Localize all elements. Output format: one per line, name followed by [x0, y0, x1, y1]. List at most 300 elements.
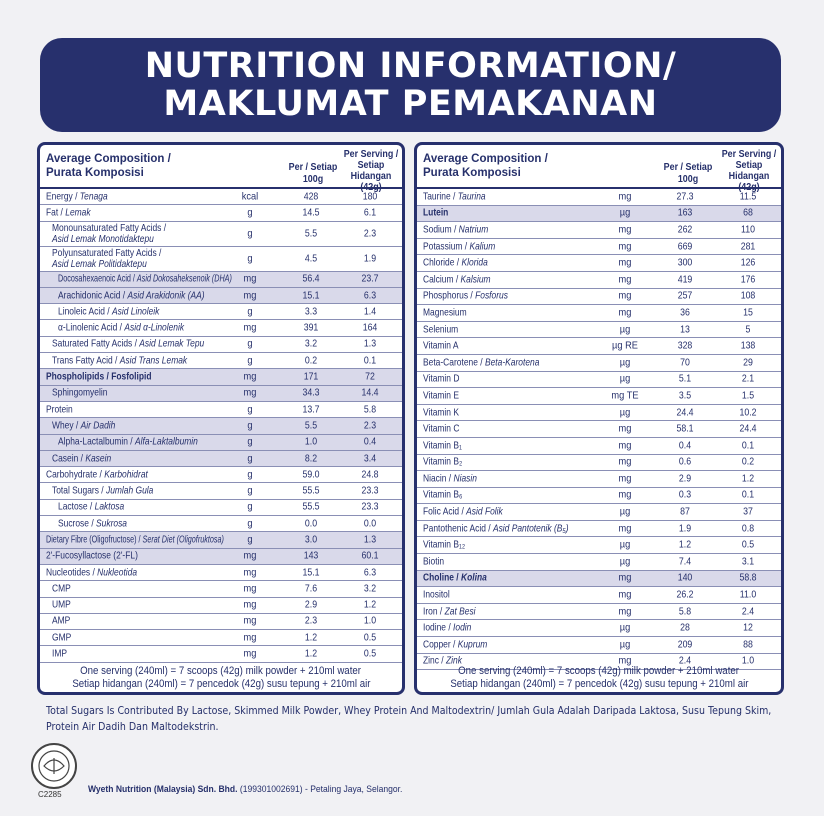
nutrient-name: Magnesium: [423, 307, 467, 319]
value-per-serving: 0.1: [741, 440, 755, 452]
value-per-serving: 180: [362, 191, 378, 203]
table-row: [417, 322, 781, 339]
table-row: [417, 421, 781, 438]
per-100g-header: Per / Setiap 100g: [663, 161, 713, 185]
value-per-100g: 1.9: [678, 523, 692, 535]
table-row: [417, 471, 781, 488]
value-per-serving: 3.1: [741, 556, 755, 568]
value-per-serving: 1.3: [363, 534, 377, 546]
seal-code: C2285: [38, 790, 62, 799]
company-place: - Petaling Jaya, Selangor.: [302, 784, 403, 795]
nutrient-unit: mg: [618, 241, 632, 253]
value-per-100g: 59.0: [302, 469, 320, 481]
table-row: [40, 320, 402, 336]
value-per-serving: 0.5: [363, 648, 377, 660]
title-banner: [40, 38, 781, 132]
halal-seal-icon: [30, 742, 78, 790]
table-row: [40, 565, 402, 581]
table-row: [417, 571, 781, 588]
value-per-serving: 126: [740, 257, 756, 269]
nutrient-unit: g: [247, 534, 253, 546]
left-rows: [40, 189, 402, 663]
value-per-serving: 1.0: [741, 655, 755, 667]
value-per-100g: 419: [677, 274, 693, 286]
nutrient-unit: µg: [619, 639, 631, 651]
table-row: [40, 598, 402, 614]
table-row: [40, 516, 402, 532]
nutrient-unit: g: [247, 485, 253, 497]
nutrient-unit: mg: [618, 274, 632, 286]
nutrient-name: Copper / Kuprum: [423, 639, 488, 651]
value-per-100g: 428: [303, 191, 319, 203]
value-per-100g: 163: [677, 207, 693, 219]
value-per-serving: 0.4: [363, 436, 377, 448]
value-per-serving: 0.1: [741, 489, 755, 501]
value-per-100g: 171: [303, 371, 319, 383]
nutrient-name: Sphingomyelin: [52, 387, 108, 399]
table-row: [40, 353, 402, 369]
table-row: [417, 620, 781, 637]
value-per-100g: 5.8: [678, 606, 692, 618]
table-row: [417, 338, 781, 355]
nutrient-name: Trans Fatty Acid / Asid Trans Lemak: [52, 355, 188, 367]
nutrient-name: Iron / Zat Besi: [423, 606, 476, 618]
value-per-serving: 5.8: [363, 404, 377, 416]
nutrient-name: Inositol: [423, 589, 450, 601]
nutrient-name: UMP: [52, 599, 71, 611]
nutrient-name: Folic Acid / Asid Folik: [423, 506, 503, 518]
nutrient-name: Calcium / Kalsium: [423, 274, 491, 286]
nutrient-unit: mg: [243, 615, 257, 627]
nutrient-unit: mg: [243, 387, 257, 399]
table-row: [40, 418, 402, 434]
value-per-serving: 138: [740, 340, 756, 352]
nutrient-unit: g: [247, 207, 253, 219]
nutrient-name: Zinc / Zink: [423, 655, 462, 667]
value-per-100g: 391: [303, 322, 319, 334]
value-per-serving: 0.8: [741, 523, 755, 535]
nutrient-unit: mg: [243, 632, 257, 644]
nutrient-name: Vitamin A: [423, 340, 459, 352]
serving-note: One serving (240ml) = 7 scoops (42g) milk powder + 210ml water Setiap hidangan (240ml) = 7 pencedok (42g) susu tepung + 210ml air: [71, 665, 371, 690]
value-per-serving: 6.3: [363, 567, 377, 579]
nutrient-name: Sodium / Natrium: [423, 224, 489, 236]
table-row: [40, 304, 402, 320]
value-per-100g: 1.2: [678, 539, 692, 551]
nutrient-name: Vitamin E: [423, 390, 459, 402]
nutrient-name: Taurine / Taurina: [423, 191, 486, 203]
nutrient-unit: mg: [618, 606, 632, 618]
table-row: [417, 189, 781, 206]
company-name: Wyeth Nutrition (Malaysia) Sdn. Bhd.: [88, 784, 238, 795]
nutrient-name: Nucleotides / Nukleotida: [46, 567, 138, 579]
value-per-serving: 88: [743, 639, 753, 651]
value-per-serving: 23.7: [361, 273, 379, 285]
nutrient-name: α-Linolenic Acid / Asid α-Linolenik: [58, 322, 185, 334]
value-per-100g: 55.5: [302, 485, 320, 497]
table-row: [40, 369, 402, 385]
value-per-serving: 58.8: [739, 572, 757, 584]
nutrient-unit: g: [247, 253, 253, 265]
table-row: [417, 438, 781, 455]
value-per-serving: 72: [365, 371, 375, 383]
value-per-100g: 0.0: [304, 518, 318, 530]
nutrient-name: Vitamin B₁₂: [423, 539, 466, 551]
nutrient-name: Phospholipids / Fosfolipid: [46, 371, 152, 383]
value-per-serving: 1.4: [363, 306, 377, 318]
value-per-100g: 15.1: [302, 567, 320, 579]
value-per-100g: 55.5: [302, 501, 320, 513]
table-row: [40, 272, 402, 288]
value-per-100g: 669: [677, 241, 693, 253]
value-per-serving: 2.1: [741, 373, 755, 385]
table-row: [40, 288, 402, 304]
nutrient-unit: mg: [618, 523, 632, 535]
value-per-100g: 2.3: [304, 615, 318, 627]
value-per-serving: 12: [743, 622, 753, 634]
value-per-100g: 24.4: [676, 407, 694, 419]
value-per-100g: 34.3: [302, 387, 320, 399]
value-per-100g: 7.6: [304, 583, 318, 595]
value-per-100g: 13: [680, 324, 690, 336]
nutrient-unit: µg: [619, 357, 631, 369]
nutrient-unit: mg: [243, 290, 257, 302]
value-per-serving: 1.2: [363, 599, 377, 611]
value-per-serving: 29: [743, 357, 753, 369]
nutrient-name: IMP: [52, 648, 68, 660]
nutrient-unit: mg: [618, 473, 632, 485]
value-per-serving: 6.3: [363, 290, 377, 302]
nutrient-name: Alpha-Lactalbumin / Alfa-Laktalbumin: [58, 436, 198, 448]
nutrient-unit: mg: [243, 273, 257, 285]
nutrient-unit: mg: [243, 567, 257, 579]
nutrient-name: Vitamin C: [423, 423, 460, 435]
value-per-100g: 2.9: [304, 599, 318, 611]
nutrient-name: Selenium: [423, 324, 459, 336]
nutrient-name: Monounsaturated Fatty Acids / Asid Lemak Monotidaktepu: [52, 222, 167, 245]
nutrient-name: Total Sugars / Jumlah Gula: [52, 485, 154, 497]
nutrient-name: Fat / Lemak: [46, 207, 91, 219]
nutrient-unit: g: [247, 453, 253, 464]
table-row: [40, 549, 402, 565]
nutrient-name: Carbohydrate / Karbohidrat: [46, 469, 148, 481]
value-per-serving: 23.3: [361, 501, 379, 513]
nutrient-name: Lutein: [423, 207, 449, 219]
value-per-100g: 0.3: [678, 489, 692, 501]
table-header: [40, 145, 402, 193]
value-per-serving: 1.9: [363, 253, 377, 265]
value-per-serving: 0.2: [741, 456, 755, 468]
value-per-100g: 2.4: [678, 655, 692, 667]
table-row: [417, 372, 781, 389]
table-row: [40, 451, 402, 467]
table-row: [40, 222, 402, 247]
value-per-serving: 24.8: [361, 469, 379, 481]
nutrient-name: Pantothenic Acid / Asid Pantotenik (B₅): [423, 523, 569, 535]
nutrient-name: Beta-Carotene / Beta-Karotena: [423, 357, 540, 369]
nutrient-unit: mg: [243, 583, 257, 595]
value-per-100g: 3.2: [304, 338, 318, 350]
value-per-100g: 0.6: [678, 456, 692, 468]
nutrient-unit: µg: [619, 506, 631, 518]
nutrient-name: Arachidonic Acid / Asid Arakidonik (AA): [58, 290, 205, 302]
value-per-100g: 28: [680, 622, 690, 634]
nutrient-unit: µg: [619, 407, 631, 419]
value-per-serving: 11.5: [739, 191, 757, 203]
nutrient-unit: g: [247, 501, 253, 513]
nutrient-name: Lactose / Laktosa: [58, 501, 125, 513]
table-row: [417, 488, 781, 505]
nutrient-name: Dietary Fibre (Oligofructose) / Serat Diet (Oligofruktosa): [46, 534, 224, 546]
title-line-1: NUTRITION INFORMATION/: [144, 46, 677, 86]
nutrient-unit: kcal: [241, 191, 259, 203]
value-per-serving: 108: [740, 290, 756, 302]
table-row: [40, 630, 402, 646]
value-per-serving: 23.3: [361, 485, 379, 497]
nutrient-unit: mg: [618, 224, 632, 236]
value-per-100g: 262: [677, 224, 693, 236]
nutrient-unit: g: [247, 518, 253, 530]
value-per-100g: 4.5: [304, 253, 318, 265]
value-per-serving: 176: [740, 274, 756, 286]
value-per-100g: 27.3: [676, 191, 694, 203]
table-row: [40, 614, 402, 630]
nutrient-unit: mg: [618, 191, 632, 203]
value-per-100g: 3.0: [304, 534, 318, 546]
value-per-serving: 164: [362, 322, 378, 334]
table-row: [40, 189, 402, 205]
table-row: [40, 483, 402, 499]
nutrient-name: Vitamin B₁: [423, 440, 462, 452]
table-row: [40, 435, 402, 451]
table-row: [417, 504, 781, 521]
value-per-100g: 0.2: [304, 355, 318, 367]
per-serving-header: Per Serving / Setiap Hidangan (42g): [721, 148, 777, 193]
table-row: [417, 587, 781, 604]
table-row: [40, 247, 402, 272]
value-per-100g: 328: [677, 340, 693, 352]
value-per-serving: 5: [745, 324, 751, 336]
table-row: [417, 272, 781, 289]
nutrient-unit: mg: [618, 572, 632, 584]
nutrient-name: Chloride / Klorida: [423, 257, 488, 269]
value-per-serving: 0.1: [363, 355, 377, 367]
nutrient-unit: µg: [619, 373, 631, 385]
nutrient-unit: mg TE: [611, 390, 639, 402]
table-row: [40, 402, 402, 418]
nutrient-unit: mg: [243, 599, 257, 611]
left-nutrition-table: [37, 142, 405, 695]
nutrient-unit: µg: [619, 324, 631, 336]
value-per-100g: 70: [680, 357, 690, 369]
nutrient-unit: mg: [243, 550, 257, 562]
nutrient-name: Protein: [46, 404, 73, 416]
table-row: [40, 386, 402, 402]
table-row: [417, 388, 781, 405]
table-row: [40, 467, 402, 483]
table-row: [40, 581, 402, 597]
nutrient-unit: g: [247, 338, 253, 350]
value-per-100g: 300: [677, 257, 693, 269]
nutrient-name: 2'-Fucosyllactose (2'-FL): [46, 550, 138, 562]
value-per-100g: 1.0: [304, 436, 318, 448]
value-per-100g: 209: [677, 639, 693, 651]
nutrient-unit: g: [247, 436, 253, 448]
nutrient-unit: mg: [618, 423, 632, 435]
per-100g-header: Per / Setiap 100g: [288, 161, 338, 185]
value-per-100g: 1.2: [304, 648, 318, 660]
table-row: [40, 500, 402, 516]
value-per-100g: 87: [680, 506, 690, 518]
value-per-serving: 1.3: [363, 338, 377, 350]
table-row: [417, 604, 781, 621]
nutrient-unit: µg RE: [612, 340, 638, 352]
nutrient-name: Polyunsaturated Fatty Acids / Asid Lemak Politidaktepu: [52, 247, 162, 270]
nutrient-name: Biotin: [423, 556, 445, 568]
nutrient-unit: mg: [618, 307, 632, 319]
nutrient-name: Saturated Fatty Acids / Asid Lemak Tepu: [52, 338, 205, 350]
nutrient-unit: g: [247, 469, 253, 481]
table-row: [417, 222, 781, 239]
serving-note: One serving (240ml) = 7 scoops (42g) milk powder + 210ml water Setiap hidangan (240ml) = 7 pencedok (42g) susu tepung + 210ml air: [449, 665, 749, 690]
value-per-100g: 257: [677, 290, 693, 302]
nutrient-name: GMP: [52, 632, 72, 644]
nutrient-unit: g: [247, 355, 253, 367]
value-per-serving: 68: [743, 207, 753, 219]
title-line-2: MAKLUMAT PEMAKANAN: [163, 84, 658, 124]
value-per-100g: 58.1: [676, 423, 694, 435]
value-per-100g: 0.4: [678, 440, 692, 452]
value-per-serving: 1.0: [363, 615, 377, 627]
table-row: [40, 337, 402, 353]
company-reg: (199301002691): [237, 784, 303, 795]
nutrient-unit: g: [247, 404, 253, 416]
nutrient-unit: mg: [618, 440, 632, 452]
value-per-serving: 6.1: [363, 207, 377, 219]
table-row: [40, 646, 402, 662]
value-per-serving: 110: [741, 224, 755, 236]
sugar-footnote: Total Sugars Is Contributed By Lactose, Skimmed Milk Powder, Whey Protein And Maltodextrin/ Jumlah Gula Adalah Daripada Laktosa, Susu Tepung Skim, Protein Air Dadih Dan Maltodekstrin.: [46, 704, 772, 733]
value-per-100g: 56.4: [302, 273, 320, 285]
nutrient-unit: mg: [243, 648, 257, 660]
nutrient-name: Choline / Kolina: [423, 572, 487, 584]
right-rows: [417, 189, 781, 670]
nutrient-unit: mg: [618, 655, 632, 667]
table-row: [417, 455, 781, 472]
value-per-100g: 1.2: [304, 632, 318, 644]
nutrient-name: Phosphorus / Fosforus: [423, 290, 508, 302]
nutrient-unit: µg: [619, 556, 631, 568]
nutrient-unit: mg: [243, 371, 257, 383]
value-per-100g: 14.5: [302, 207, 320, 219]
nutrient-unit: mg: [618, 489, 632, 501]
table-row: [417, 206, 781, 223]
value-per-100g: 3.3: [304, 306, 318, 318]
table-row: [40, 205, 402, 221]
table-row: [417, 537, 781, 554]
value-per-serving: 60.1: [361, 550, 379, 562]
table-row: [40, 532, 402, 548]
value-per-serving: 3.2: [363, 583, 377, 595]
nutrient-unit: mg: [618, 456, 632, 468]
nutrient-name: Vitamin D: [423, 373, 460, 385]
nutrient-name: Linoleic Acid / Asid Linoleik: [58, 306, 160, 318]
value-per-100g: 5.5: [304, 420, 318, 432]
value-per-100g: 3.5: [678, 390, 692, 402]
nutrient-name: Niacin / Niasin: [423, 473, 477, 485]
company-line: [88, 784, 402, 795]
value-per-serving: 281: [740, 241, 756, 253]
value-per-100g: 5.5: [304, 228, 318, 240]
composition-header: Average Composition / Purata Komposisi: [423, 153, 548, 179]
nutrient-name: Whey / Air Dadih: [52, 420, 116, 432]
nutrient-name: Sucrose / Sukrosa: [58, 518, 127, 530]
composition-header: Average Composition / Purata Komposisi: [46, 153, 171, 179]
value-per-100g: 13.7: [302, 404, 320, 416]
nutrient-name: Casein / Kasein: [52, 453, 112, 464]
nutrient-unit: µg: [619, 622, 631, 634]
right-nutrition-table: [414, 142, 784, 695]
value-per-100g: 15.1: [302, 290, 320, 302]
value-per-100g: 36: [680, 307, 690, 319]
nutrient-name: CMP: [52, 583, 71, 595]
value-per-100g: 143: [303, 550, 319, 562]
value-per-serving: 2.4: [741, 606, 755, 618]
value-per-100g: 140: [677, 572, 693, 584]
value-per-serving: 2.3: [363, 420, 377, 432]
table-row: [417, 405, 781, 422]
value-per-serving: 24.4: [739, 423, 757, 435]
value-per-serving: 14.4: [361, 387, 379, 399]
value-per-serving: 3.4: [363, 453, 377, 464]
nutrient-name: Vitamin B₂: [423, 456, 463, 468]
value-per-serving: 15: [743, 307, 753, 319]
table-row: [417, 255, 781, 272]
value-per-serving: 37: [743, 506, 753, 518]
nutrient-unit: mg: [618, 290, 632, 302]
value-per-100g: 7.4: [678, 556, 692, 568]
value-per-100g: 8.2: [304, 453, 318, 464]
nutrient-name: Vitamin K: [423, 407, 459, 419]
nutrient-unit: µg: [619, 539, 631, 551]
nutrient-unit: g: [247, 420, 253, 432]
table-row: [417, 554, 781, 571]
value-per-serving: 0.0: [363, 518, 377, 530]
table-row: [417, 305, 781, 322]
table-row: [417, 637, 781, 654]
nutrient-unit: g: [247, 228, 253, 240]
nutrient-unit: mg: [618, 257, 632, 269]
value-per-serving: 0.5: [363, 632, 377, 644]
per-serving-header: Per Serving / Setiap Hidangan (42g): [343, 148, 399, 193]
nutrient-unit: mg: [243, 322, 257, 334]
value-per-serving: 2.3: [363, 228, 377, 240]
table-header: [417, 145, 781, 193]
nutrient-unit: µg: [619, 207, 631, 219]
nutrient-name: Docosahexaenoic Acid / Asid Dokosaheksenoik (DHA): [58, 273, 232, 285]
value-per-100g: 2.9: [678, 473, 692, 485]
value-per-100g: 26.2: [676, 589, 694, 601]
nutrient-name: AMP: [52, 615, 71, 627]
table-row: [417, 239, 781, 256]
value-per-serving: 10.2: [739, 407, 757, 419]
table-row: [417, 521, 781, 538]
value-per-serving: 0.5: [741, 539, 755, 551]
nutrient-unit: g: [247, 306, 253, 318]
nutrient-name: Vitamin B₆: [423, 489, 463, 501]
nutrient-name: Energy / Tenaga: [46, 191, 108, 203]
nutrient-name: Potassium / Kalium: [423, 241, 496, 253]
